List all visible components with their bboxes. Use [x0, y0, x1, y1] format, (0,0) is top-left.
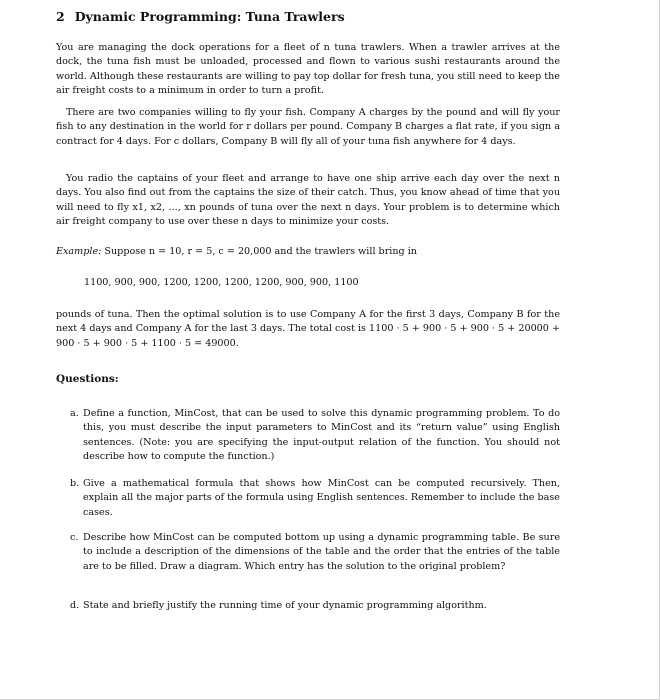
question-label: a. [70, 408, 79, 419]
section-heading [56, 9, 345, 24]
section-number: 2 [56, 9, 65, 24]
section-title: Dynamic Programming: Tuna Trawlers [74, 9, 345, 24]
question-item [70, 531, 560, 574]
example-intro-line [56, 245, 560, 259]
tuna-sequence: 1100, 900, 900, 1200, 1200, 1200, 1200, 900, 900, 1100 [84, 277, 359, 288]
example-label: Example: [56, 246, 102, 257]
question-text: State and briefly justify the running time of your dynamic programming algorithm. [83, 600, 487, 611]
paragraph-companies: There are two companies willing to fly your fish. Company A charges by the pound and will fly your fish to any destination in the world for r dollars per pound. Company B charges a flat rate, if you sign a contract for 4 days. For c dollars, Company B will fly all of your tuna fish anywhere for 4 days. [56, 107, 560, 147]
paragraph-problem: You radio the captains of your fleet and arrange to have one ship arrive each day over the next n days. You also find out from the captains the size of their catch. Thus, you know ahead of time that you will need to fly x1, x2, ..., xn pounds of tuna over the next n days. Your problem is to determine which air freight company to use over these n days to minimize your costs. [56, 173, 560, 227]
question-item [70, 599, 560, 613]
question-label: c. [70, 532, 79, 543]
question-label: d. [70, 600, 80, 611]
paragraph-intro: You are managing the dock operations for a fleet of n tuna trawlers. When a trawler arrives at the dock, the tuna fish must be unloaded, processed and flown to various sushi restaurants around the world. Although these restaurants are willing to pay top dollar for fresh tuna, you still need to keep the air freight costs to a minimum in order to turn a profit. [56, 42, 560, 96]
example-intro: Suppose n = 10, r = 5, c = 20,000 and the trawlers will bring in [104, 246, 417, 257]
example-conclusion: pounds of tuna. Then the optimal solution is to use Company A for the first 3 days, Company B for the next 4 days and Company A for the last 3 days. The total cost is 1100 · 5 + 900 · 5 + 900 · 5 + 20000 + 900 · 5 + 900 · 5 + 1100 · 5 = 49000. [56, 309, 560, 349]
question-item [70, 477, 560, 520]
questions-heading: Questions: [56, 373, 119, 385]
question-text: Define a function, MinCost, that can be used to solve this dynamic programming problem. To do this, you must describe the input parameters to MinCost and its “return value” using English sentences. (Note: you are specifying the input-output relation of the function. You should not describe how to compute the function.) [83, 408, 560, 462]
question-text: Give a mathematical formula that shows how MinCost can be computed recursively. Then, explain all the major parts of the formula using English sentences. Remember to include the base cases. [83, 478, 560, 518]
question-label: b. [70, 478, 80, 489]
question-item [70, 407, 560, 464]
question-text: Describe how MinCost can be computed bottom up using a dynamic programming table. Be sure to include a description of the dimensions of the table and the order that the entries of the table are to be filled. Draw a diagram. Which entry has the solution to the original problem? [83, 532, 560, 572]
